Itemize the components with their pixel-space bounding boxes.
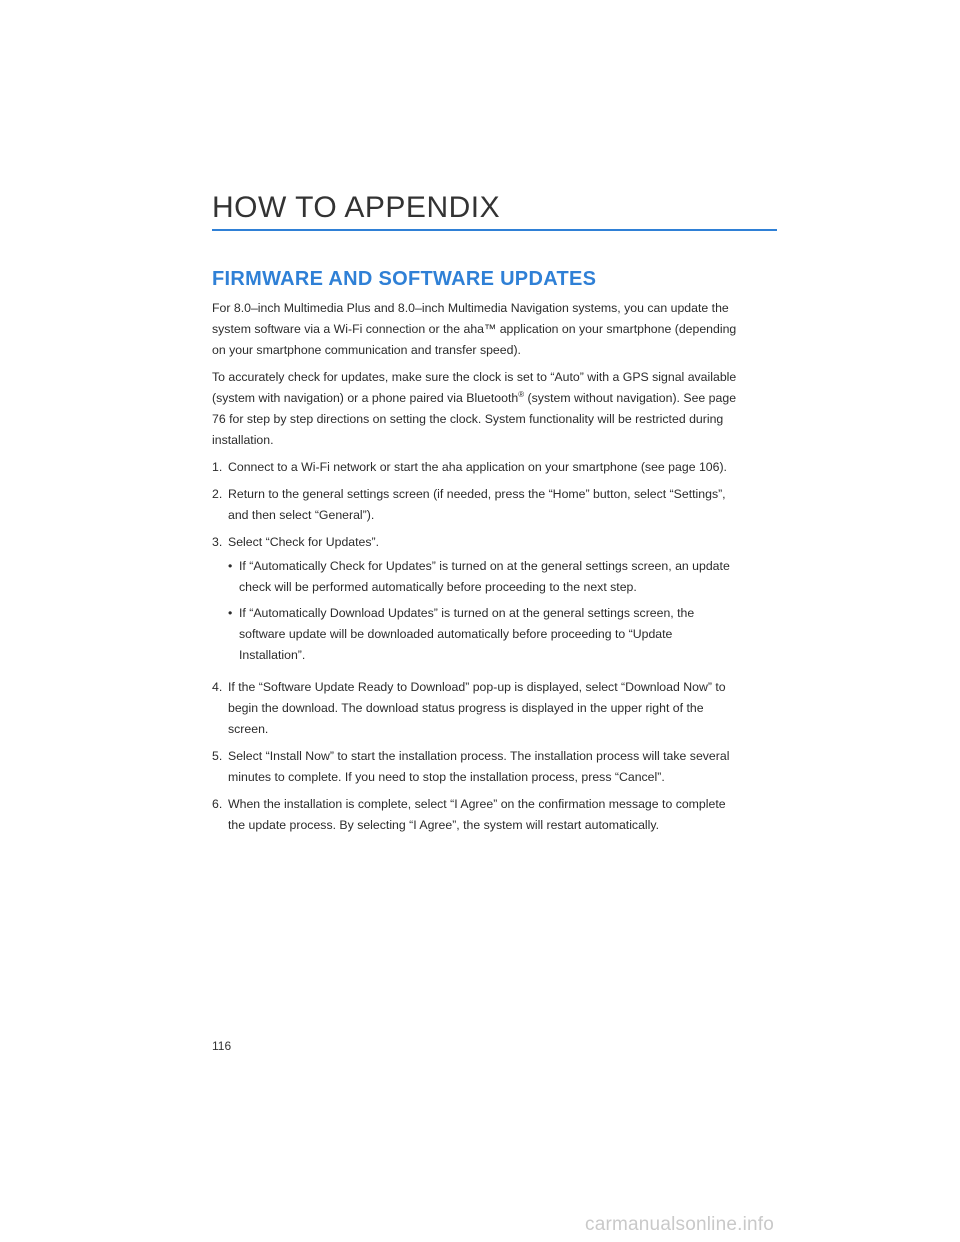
step-text: If the “Software Update Ready to Download” pop-up is displayed, select “Download Now” to begin the download. The download status progress is displayed in the upper right of the screen. — [228, 680, 726, 736]
article-title: FIRMWARE AND SOFTWARE UPDATES — [212, 268, 597, 290]
step-text: When the installation is complete, select “I Agree” on the confirmation message to complete the update process. By selecting “I Agree”, the system will restart automatically. — [228, 797, 726, 832]
step-number: 3. — [212, 535, 223, 549]
step-text: Select “Check for Updates”. — [228, 535, 380, 549]
step-number: 2. — [212, 487, 223, 501]
bullet-icon: • — [228, 559, 233, 573]
section-header: HOW TO APPENDIX — [212, 191, 501, 224]
list-item — [212, 457, 742, 478]
step-number: 6. — [212, 797, 223, 811]
bullet-text: If “Automatically Check for Updates” is turned on at the general settings screen, an update check will be performed automatically before proceeding to the next step. — [239, 559, 730, 594]
list-item — [212, 532, 742, 671]
header-rule — [212, 229, 777, 231]
clock-note-paragraph: To accurately check for updates, make sure the clock is set to “Auto” with a GPS signal available (system with navigation) or a phone paired via Bluetooth® (system without navigation). See page 76 for step by step directions on setting the clock. System functionality will be restricted during installation. — [212, 370, 737, 447]
step-text: Select “Install Now” to start the installation process. The installation process will take several minutes to complete. If you need to stop the installation process, press “Cancel”. — [228, 749, 730, 784]
step-3-bullets — [228, 556, 742, 666]
list-item — [212, 677, 742, 740]
list-item — [212, 794, 742, 836]
list-item — [228, 603, 742, 666]
page-number: 116 — [212, 1039, 232, 1053]
registered-mark: ® — [518, 389, 525, 399]
bullet-icon: • — [228, 606, 233, 620]
bullet-text: If “Automatically Download Updates” is turned on at the general settings screen, the software update will be downloaded automatically before proceeding to “Update Installation”. — [239, 606, 695, 662]
step-number: 4. — [212, 680, 223, 694]
step-text: Connect to a Wi-Fi network or start the aha application on your smartphone (see page 106). — [228, 460, 727, 474]
list-item — [228, 556, 742, 598]
steps-list — [212, 457, 742, 836]
watermark: carmanualsonline.info — [585, 1214, 775, 1235]
intro-paragraph: For 8.0–inch Multimedia Plus and 8.0–inch Multimedia Navigation systems, you can update the system software via a Wi-Fi connection or the aha™ application on your smartphone (depending on your smartphone communication and transfer speed). — [212, 301, 737, 357]
article-body — [212, 298, 742, 842]
list-item — [212, 746, 742, 788]
step-number: 1. — [212, 460, 223, 474]
step-text: Return to the general settings screen (if needed, press the “Home” button, select “Settings”, and then select “General”). — [228, 487, 726, 522]
list-item — [212, 484, 742, 526]
step-number: 5. — [212, 749, 223, 763]
